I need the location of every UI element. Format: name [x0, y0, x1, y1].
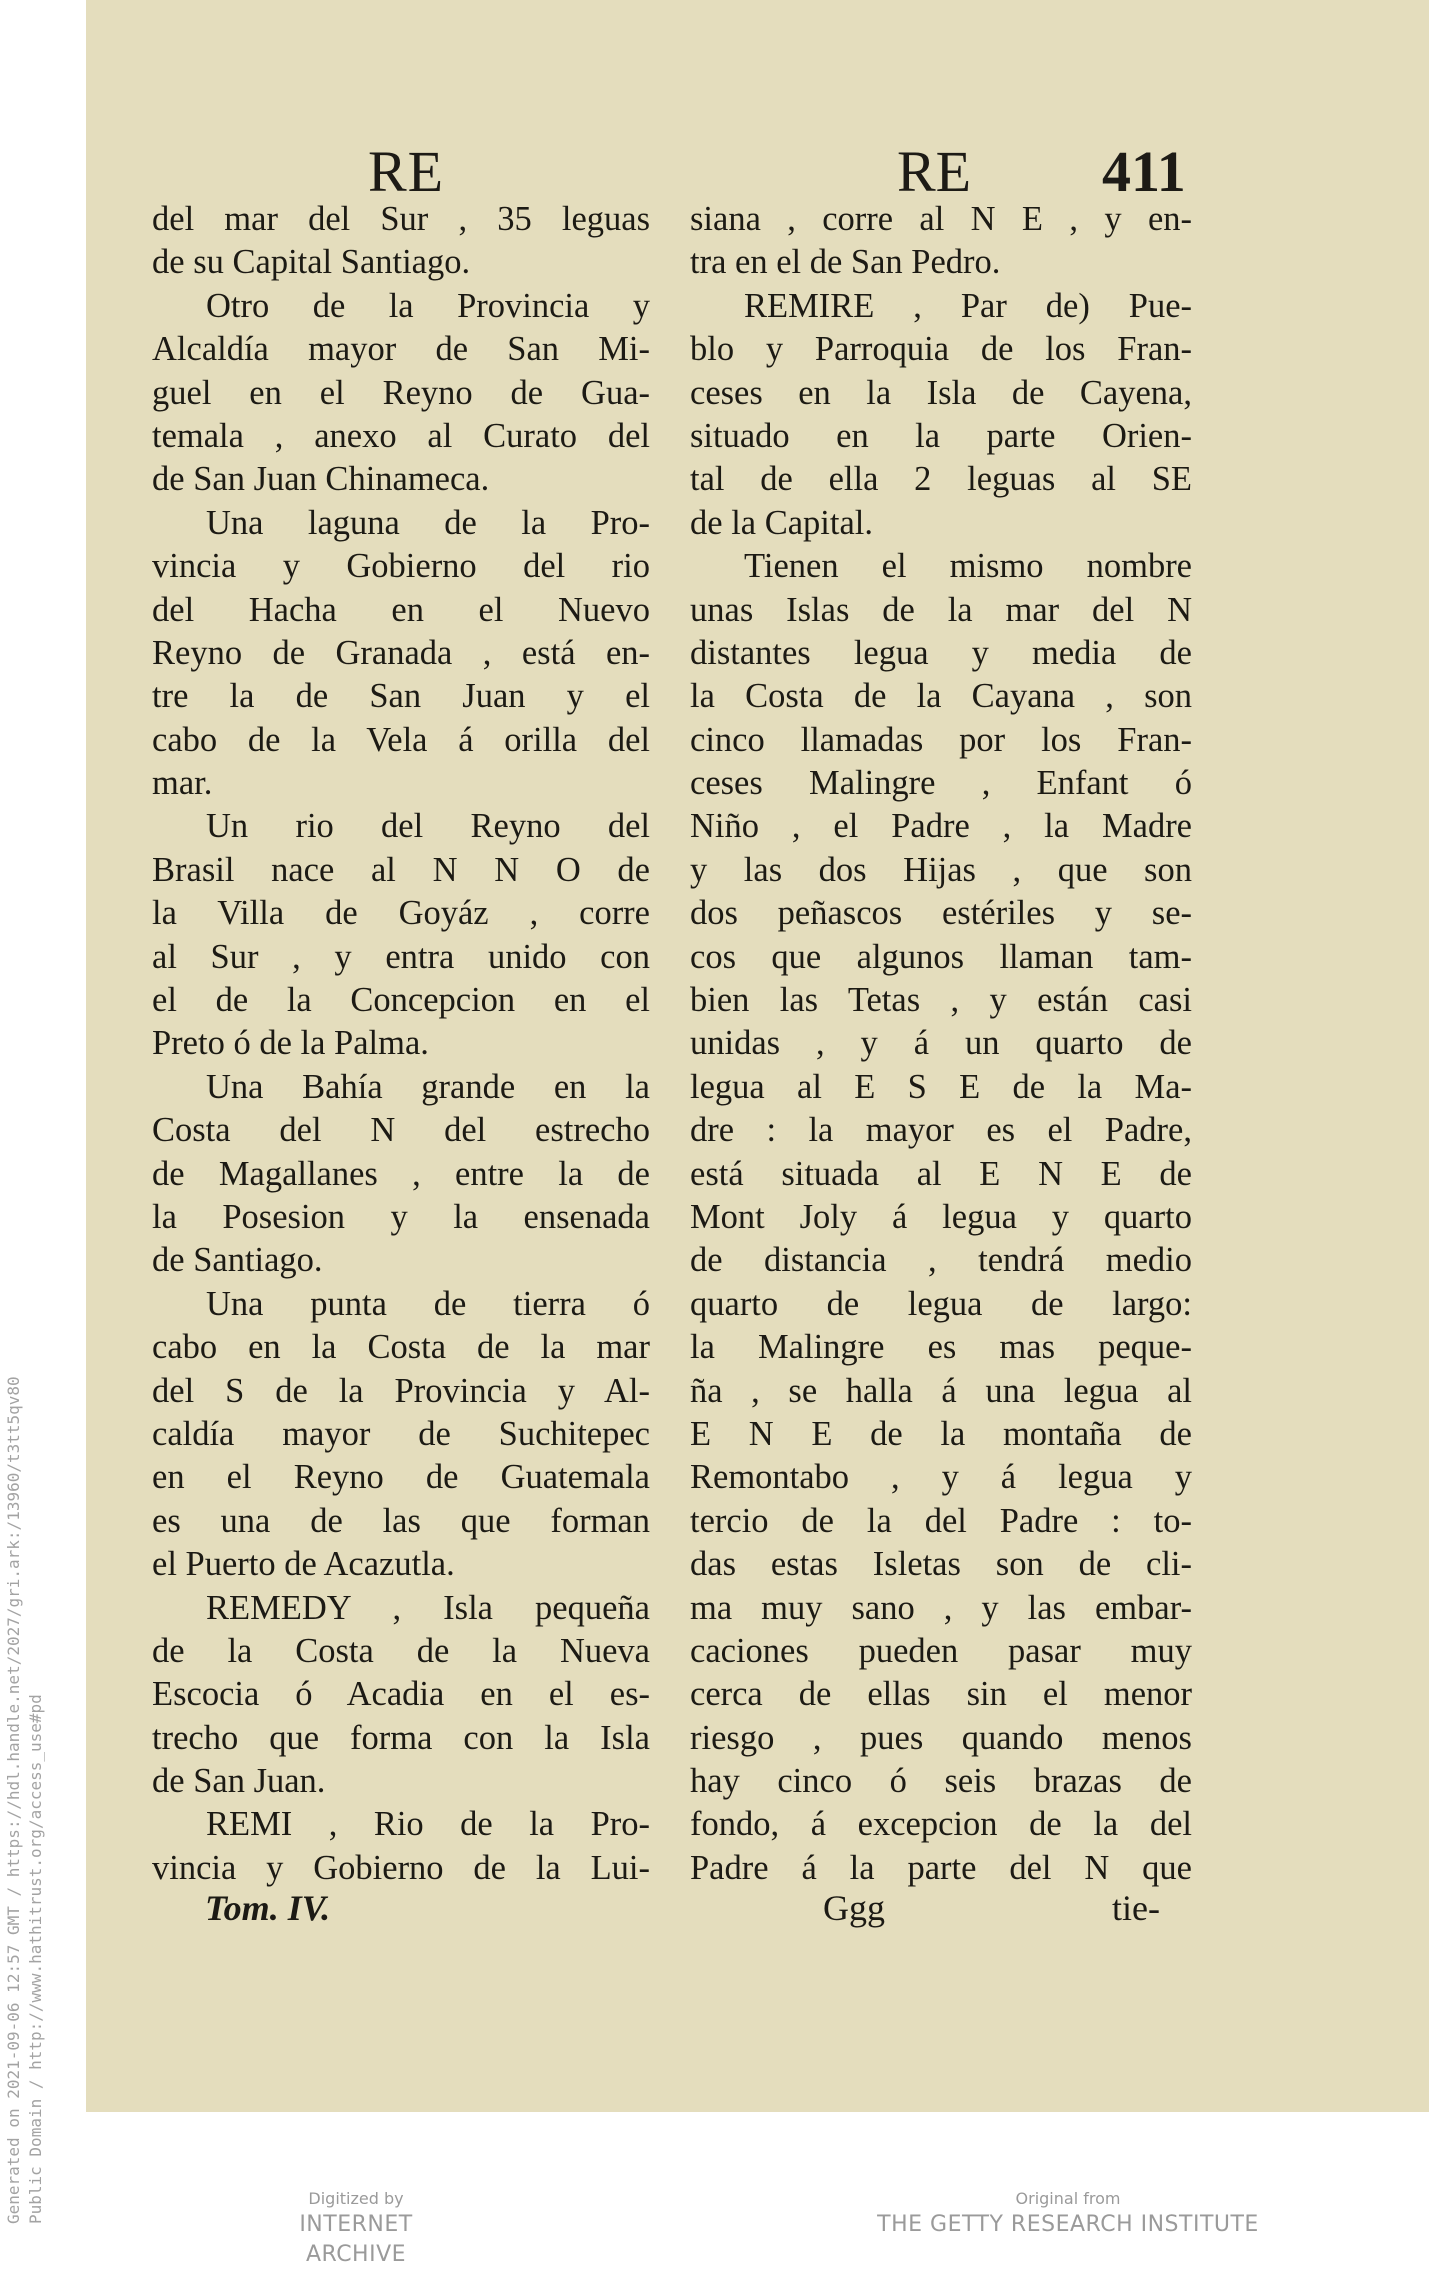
- text-line: riesgo , pues quando menos: [690, 1718, 1192, 1757]
- text-line: REMI , Rio de la Pro-: [206, 1805, 650, 1844]
- running-header-left: RE: [368, 139, 445, 204]
- text-line: Una laguna de la Pro-: [206, 503, 650, 542]
- text-line: cabo de la Vela á orilla del: [152, 720, 650, 759]
- text-line: en el Reyno de Guatemala: [152, 1458, 650, 1497]
- text-line: es una de las que forman: [152, 1501, 650, 1540]
- text-line: caciones pueden pasar muy: [690, 1631, 1192, 1670]
- text-line: Un rio del Reyno del: [206, 807, 650, 846]
- text-line: cinco llamadas por los Fran-: [690, 720, 1192, 759]
- text-line: Una Bahía grande en la: [206, 1067, 650, 1106]
- text-line: fondo, á excepcion de la del: [690, 1805, 1192, 1844]
- text-line: dre : la mayor es el Padre,: [690, 1111, 1192, 1150]
- generation-watermark: [3, 1376, 47, 2224]
- text-line: el Puerto de Acazutla.: [152, 1545, 455, 1584]
- text-line: Mont Joly á legua y quarto: [690, 1197, 1192, 1236]
- text-line: mar.: [152, 764, 213, 803]
- volume-signature: Tom. IV.: [205, 1888, 331, 1928]
- text-line: REMIRE , Par de) Pue-: [744, 286, 1192, 325]
- text-line: temala , anexo al Curato del: [152, 416, 650, 455]
- text-line: unas Islas de la mar del N: [690, 590, 1192, 629]
- text-line: Una punta de tierra ó: [206, 1284, 650, 1323]
- page-number: 411: [1102, 139, 1186, 204]
- text-line: de Santiago.: [152, 1241, 323, 1280]
- text-line: vincia y Gobierno de la Lui-: [152, 1848, 650, 1887]
- text-line: la Costa de la Cayana , son: [690, 677, 1192, 716]
- text-line: de la Capital.: [690, 503, 873, 542]
- text-line: cerca de ellas sin el menor: [690, 1675, 1192, 1714]
- text-line: Escocia ó Acadia en el es-: [152, 1675, 650, 1714]
- text-line: Niño , el Padre , la Madre: [690, 807, 1192, 846]
- text-line: quarto de legua de largo:: [690, 1284, 1192, 1323]
- watermark-line-1: Generated on 2021-09-06 12:57 GMT / https://hdl.handle.net/2027/gri.ark:/13960/t3tt5qv80: [4, 1376, 23, 2224]
- text-line: tal de ella 2 leguas al SE: [690, 460, 1192, 499]
- text-line: del S de la Provincia y Al-: [152, 1371, 650, 1410]
- footer-digitized-label: Digitized by: [308, 2189, 404, 2208]
- text-line: dos peñascos estériles y se-: [690, 894, 1192, 933]
- text-line: ceses en la Isla de Cayena,: [690, 373, 1192, 412]
- right-text-column: [690, 198, 1192, 1890]
- text-line: de su Capital Santiago.: [152, 243, 471, 282]
- text-line: está situada al E N E de: [690, 1154, 1192, 1193]
- text-line: siana , corre al N E , y en-: [690, 200, 1192, 238]
- text-line: del mar del Sur , 35 leguas: [152, 200, 650, 238]
- text-line: ña , se halla á una legua al: [690, 1371, 1192, 1410]
- text-line: ceses Malingre , Enfant ó: [690, 764, 1192, 803]
- text-line: REMEDY , Isla pequeña: [206, 1588, 650, 1627]
- text-line: de la Costa de la Nueva: [152, 1631, 650, 1670]
- text-line: Otro de la Provincia y: [206, 286, 650, 325]
- footer-internet-archive: INTERNET ARCHIVE: [299, 2212, 413, 2267]
- text-line: Tienen el mismo nombre: [744, 547, 1192, 586]
- text-line: la Malingre es mas peque-: [690, 1328, 1192, 1367]
- text-line: el de la Concepcion en el: [152, 981, 650, 1020]
- text-line: unidas , y á un quarto de: [690, 1024, 1192, 1063]
- text-line: distantes legua y media de: [690, 633, 1192, 672]
- footer-digitized-by: [248, 2188, 464, 2270]
- text-line: E N E de la montaña de: [690, 1414, 1192, 1453]
- footer-getty: THE GETTY RESEARCH INSTITUTE: [877, 2212, 1259, 2237]
- text-line: situado en la parte Orien-: [690, 416, 1192, 455]
- text-line: la Villa de Goyáz , corre: [152, 894, 650, 933]
- text-line: trecho que forma con la Isla: [152, 1718, 650, 1757]
- text-line: cos que algunos llaman tam-: [690, 937, 1192, 976]
- text-line: blo y Parroquia de los Fran-: [690, 330, 1192, 369]
- text-line: tra en el de San Pedro.: [690, 243, 1001, 282]
- text-line: legua al E S E de la Ma-: [690, 1067, 1192, 1106]
- text-line: ma muy sano , y las embar-: [690, 1588, 1192, 1627]
- text-line: al Sur , y entra unido con: [152, 937, 650, 976]
- text-line: tercio de la del Padre : to-: [690, 1501, 1192, 1540]
- text-line: de San Juan Chinameca.: [152, 460, 490, 499]
- text-line: de Magallanes , entre la de: [152, 1154, 650, 1193]
- watermark-line-2: Public Domain / http://www.hathitrust.org/access_use#pd: [26, 1694, 45, 2224]
- footer-original-label: Original from: [1015, 2189, 1121, 2208]
- text-line: Alcaldía mayor de San Mi-: [152, 330, 650, 369]
- text-line: Padre á la parte del N que: [690, 1848, 1192, 1887]
- text-line: de distancia , tendrá medio: [690, 1241, 1192, 1280]
- text-line: Reyno de Granada , está en-: [152, 633, 650, 672]
- text-line: das estas Isletas son de cli-: [690, 1545, 1192, 1584]
- text-line: Preto ó de la Palma.: [152, 1024, 429, 1063]
- text-line: tre la de San Juan y el: [152, 677, 650, 716]
- text-line: caldía mayor de Suchitepec: [152, 1414, 650, 1453]
- text-line: del Hacha en el Nuevo: [152, 590, 650, 629]
- text-line: y las dos Hijas , que son: [690, 850, 1192, 889]
- text-line: guel en el Reyno de Gua-: [152, 373, 650, 412]
- text-line: Costa del N del estrecho: [152, 1111, 650, 1150]
- text-line: Remontabo , y á legua y: [690, 1458, 1192, 1497]
- text-line: Brasil nace al N N O de: [152, 850, 650, 889]
- left-text-column: [152, 198, 650, 1890]
- running-header-right-text: RE: [897, 139, 972, 204]
- signature-mark: Ggg: [823, 1888, 885, 1928]
- text-line: la Posesion y la ensenada: [152, 1197, 650, 1236]
- catchword: tie-: [1112, 1888, 1160, 1928]
- text-line: de San Juan.: [152, 1762, 326, 1801]
- text-line: vincia y Gobierno del rio: [152, 547, 650, 586]
- text-line: cabo en la Costa de la mar: [152, 1328, 650, 1367]
- text-line: hay cinco ó seis brazas de: [690, 1762, 1192, 1801]
- footer-original-from: [876, 2188, 1260, 2240]
- text-line: bien las Tetas , y están casi: [690, 981, 1192, 1020]
